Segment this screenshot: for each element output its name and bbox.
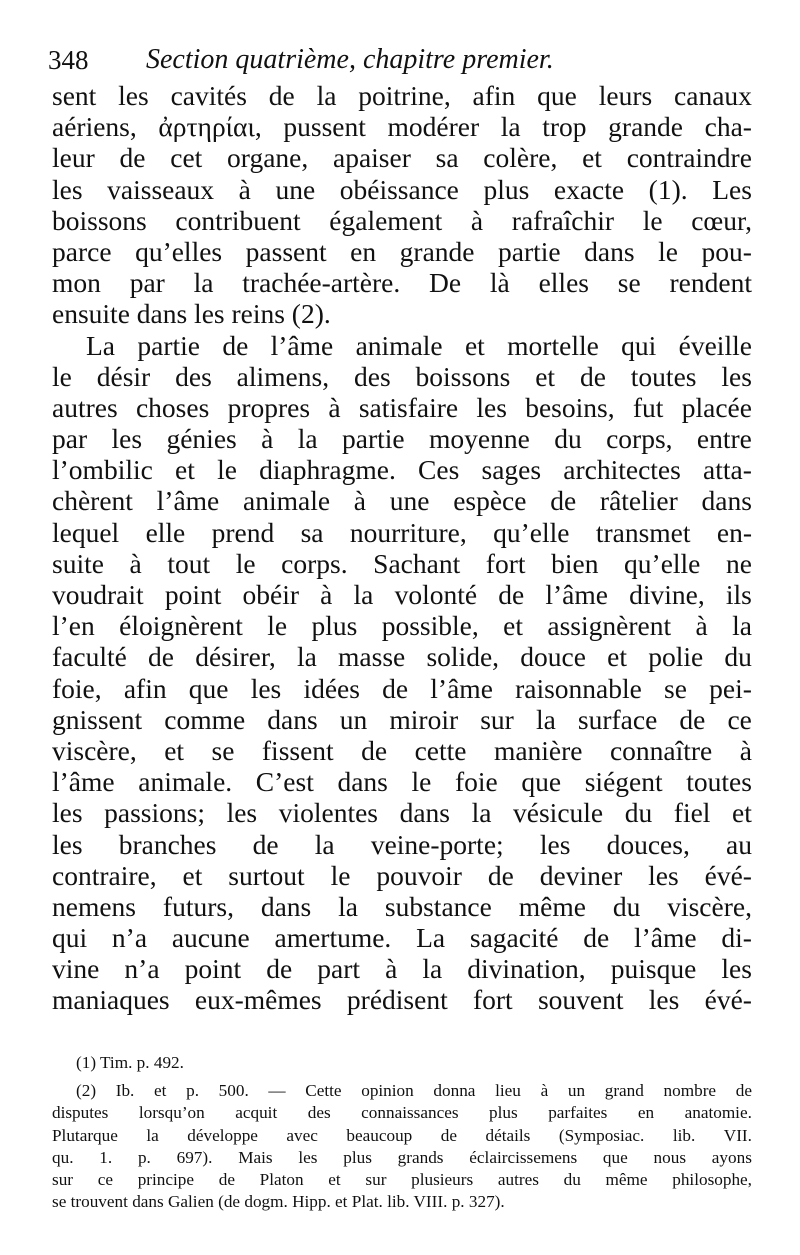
- text-line: suite à tout le corps. Sachant fort bien qu’elle ne: [52, 547, 752, 579]
- text-line: La partie de l’âme animale et mortelle qui éveille: [86, 329, 752, 361]
- text-line: voudrait point obéir à la volonté de l’âme divine, ils: [52, 579, 752, 610]
- running-head: Section quatrième, chapitre premier.: [146, 44, 554, 75]
- footnote-line: (1) Tim. p. 492.: [76, 1053, 184, 1072]
- text-line: leur de cet organe, apaiser sa colère, et contraindre: [52, 142, 752, 174]
- text-line: boissons contribuent également à rafraîchir le cœur,: [52, 204, 752, 236]
- text-line: faculté de désirer, la masse solide, douce et polie du: [52, 641, 752, 673]
- text-line: sent les cavités de la poitrine, afin que leurs canaux: [52, 80, 752, 111]
- text-line: ensuite dans les reins (2).: [52, 298, 331, 330]
- text-line: parce qu’elles passent en grande partie dans le pou-: [52, 235, 752, 267]
- footnote-line: qu. 1. p. 697). Mais les plus grands éclaircissemens que nous ayons: [52, 1147, 752, 1167]
- text-line: les passions; les violentes dans la vésicule du fiel et: [52, 797, 752, 829]
- text-line: l’ombilic et le diaphragme. Ces sages architectes atta-: [52, 454, 752, 486]
- text-line: l’en éloignèrent le plus possible, et assignèrent à la: [52, 610, 752, 642]
- footnote-line: Plutarque la développe avec beaucoup de détails (Symposiac. lib. VII.: [52, 1125, 752, 1145]
- footnotes: [52, 1052, 752, 1213]
- text-line: contraire, et surtout le pouvoir de deviner les évé-: [52, 859, 752, 891]
- text-line: viscère, et se fissent de cette manière connaître à: [52, 734, 752, 766]
- footnote-line: sur ce principe de Platon et sur plusieurs autres du même philosophe,: [52, 1169, 752, 1189]
- text-line: nemens futurs, dans la substance même du viscère,: [52, 890, 752, 922]
- page-number: 348: [48, 45, 89, 75]
- text-line: maniaques eux-mêmes prédisent fort souvent les évé-: [52, 984, 752, 1016]
- text-line: chèrent l’âme animale à une espèce de râtelier dans: [52, 485, 752, 517]
- text-line: les branches de la veine-porte; les douces, au: [52, 828, 752, 860]
- text-line: lequel elle prend sa nourriture, qu’elle transmet en-: [52, 516, 752, 548]
- footnote-line: disputes lorsqu’on acquit des connaissances plus parfaites en anatomie.: [52, 1103, 752, 1123]
- text-line: foie, afin que les idées de l’âme raisonnable se pei-: [52, 672, 752, 704]
- text-line: l’âme animale. C’est dans le foie que siégent toutes: [52, 766, 752, 798]
- text-line: par les génies à la partie moyenne du corps, entre: [52, 423, 752, 455]
- text-line: vine n’a point de part à la divination, puisque les: [52, 953, 752, 985]
- text-line: gnissent comme dans un miroir sur la surface de ce: [52, 703, 752, 735]
- page-header: [48, 40, 752, 80]
- text-line: les vaisseaux à une obéissance plus exacte (1). Les: [52, 173, 752, 205]
- text-line: autres choses propres à satisfaire les besoins, fut placée: [52, 391, 752, 423]
- footnote-line: (2) Ib. et p. 500. — Cette opinion donna lieu à un grand nombre de: [76, 1081, 752, 1101]
- footnote-line: se trouvent dans Galien (de dogm. Hipp. et Plat. lib. VIII. p. 327).: [52, 1192, 505, 1212]
- body-text: [52, 80, 752, 1016]
- text-line: aériens, ἀρτηρίαι, pussent modérer la trop grande cha-: [52, 111, 752, 143]
- text-line: qui n’a aucune amertume. La sagacité de l’âme di-: [52, 922, 752, 954]
- text-line: le désir des alimens, des boissons et de toutes les: [52, 360, 752, 392]
- text-line: mon par la trachée-artère. De là elles se rendent: [52, 267, 752, 299]
